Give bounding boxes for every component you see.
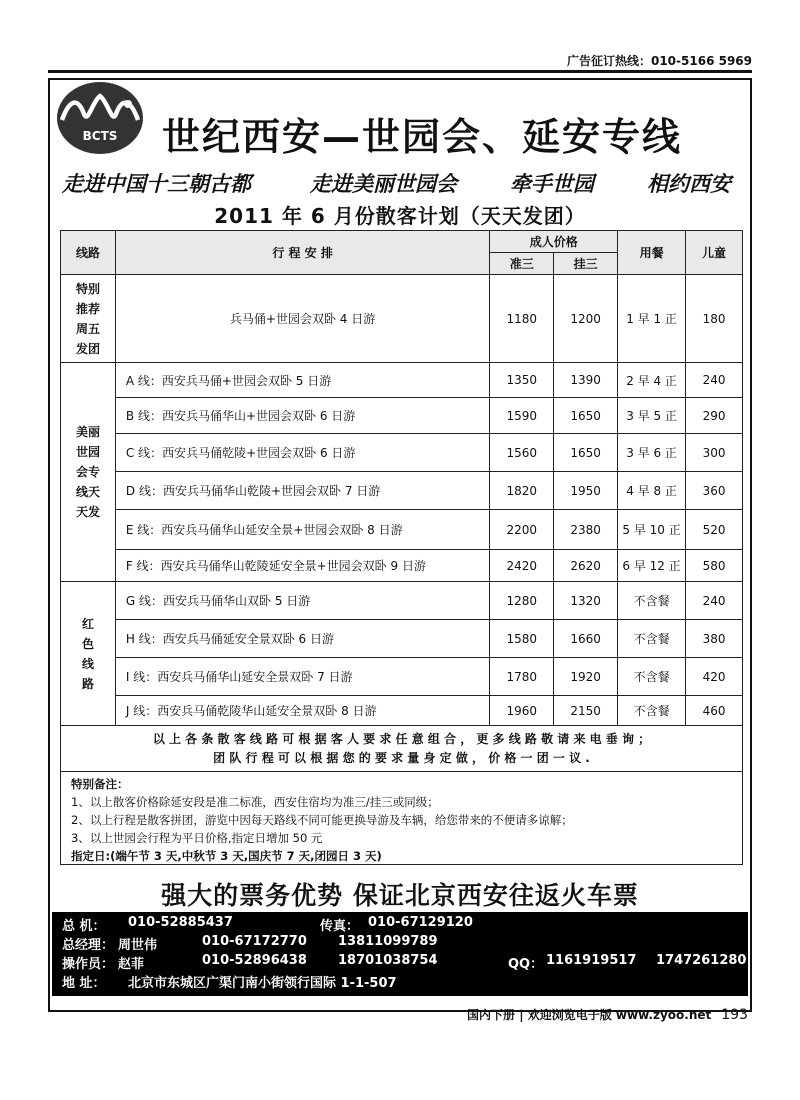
child-price: 460 <box>686 696 743 726</box>
route-name: F 线：西安兵马俑华山乾陵延安全景+世园会双卧 9 日游 <box>115 550 489 582</box>
route-name: J 线：西安兵马俑乾陵华山延安全景双卧 8 日游 <box>115 696 489 726</box>
price-gua3: 2380 <box>554 510 618 550</box>
ticket-slogan: 强大的票务优势 保证北京西安往返火车票 <box>161 881 639 910</box>
slogan-3: 牵手世园 <box>510 172 594 196</box>
meals: 3 早 6 正 <box>618 434 686 472</box>
plan-title: 2011 年 6 月份散客计划（天天发团） <box>214 204 586 228</box>
price-zhun3: 1350 <box>490 363 554 398</box>
operator-label: 操作员： <box>62 957 115 972</box>
qq-number-2: 1747261280 <box>656 953 747 968</box>
child-price: 360 <box>686 472 743 510</box>
price-gua3: 1200 <box>554 275 618 363</box>
manager-mobile: 13811099789 <box>338 934 438 949</box>
table-row <box>61 620 743 658</box>
contact-row <box>62 953 747 972</box>
price-gua3: 1390 <box>554 363 618 398</box>
meals: 4 早 8 正 <box>618 472 686 510</box>
child-price: 290 <box>686 398 743 434</box>
group-label: 特别 推荐 周五 发团 <box>61 275 116 363</box>
child-price: 240 <box>686 363 743 398</box>
route-name: A 线：西安兵马俑+世园会双卧 5 日游 <box>115 363 489 398</box>
table-row <box>61 582 743 620</box>
header-gua3: 挂三 <box>554 253 618 275</box>
note-item: 1、以上散客价格除延安段是准二标准，西安住宿均为准三/挂三或同级； <box>71 795 439 809</box>
header-zhun3: 准三 <box>490 253 554 275</box>
fax-label: 传真： <box>320 919 360 934</box>
manager-name: 周世伟 <box>118 938 158 953</box>
table-row <box>61 696 743 726</box>
note-item: 3、以上世园会行程为平日价格,指定日增加 50 元 <box>71 831 323 845</box>
meals: 不含餐 <box>618 696 686 726</box>
operator-phone: 010-52896438 <box>202 953 307 968</box>
route-name: I 线：西安兵马俑华山延安全景双卧 7 日游 <box>115 658 489 696</box>
price-zhun3: 1780 <box>490 658 554 696</box>
qq-number-1: 1161919517 <box>546 953 637 968</box>
header-line: 线路 <box>61 231 116 275</box>
route-name: H 线：西安兵马俑延安全景双卧 6 日游 <box>115 620 489 658</box>
meals: 不含餐 <box>618 620 686 658</box>
meals: 不含餐 <box>618 582 686 620</box>
table-row <box>61 658 743 696</box>
child-price: 380 <box>686 620 743 658</box>
table-row <box>61 472 743 510</box>
switchboard-label: 总 机： <box>62 919 106 934</box>
route-name: G 线：西安兵马俑华山双卧 5 日游 <box>115 582 489 620</box>
table-row <box>61 550 743 582</box>
manager-label: 总经理： <box>62 938 115 953</box>
slogan-2: 走进美丽世园会 <box>310 172 457 196</box>
meals: 2 早 4 正 <box>618 363 686 398</box>
table-row <box>61 363 743 398</box>
meals: 6 早 12 正 <box>618 550 686 582</box>
itinerary-table <box>60 230 743 772</box>
child-price: 180 <box>686 275 743 363</box>
contact-row <box>62 915 738 934</box>
price-zhun3: 2200 <box>490 510 554 550</box>
price-gua3: 1660 <box>554 620 618 658</box>
slogan-1: 走进中国十三朝古都 <box>62 172 251 196</box>
qq-label: QQ： <box>508 957 544 972</box>
operator-name: 赵菲 <box>118 957 145 972</box>
price-gua3: 1920 <box>554 658 618 696</box>
note-item: 2、以上行程是散客拼团，游览中因每天路线不同可能更换导游及车辆，给您带来的不便请多谅解； <box>71 813 573 827</box>
table-row <box>61 398 743 434</box>
price-gua3: 1320 <box>554 582 618 620</box>
price-zhun3: 1580 <box>490 620 554 658</box>
child-price: 420 <box>686 658 743 696</box>
designated-days: 指定日:(端午节 3 天,中秋节 3 天,国庆节 7 天,闭园日 3 天) <box>71 849 382 863</box>
page-title: 世纪西安—世园会、延安专线 <box>162 115 683 159</box>
table-row <box>61 510 743 550</box>
bcts-logo <box>56 80 144 156</box>
child-price: 240 <box>686 582 743 620</box>
notice-text: 以 上 各 条 散 客 线 路 可 根 据 客 人 要 求 任 意 组 合 ， 更 多 线 路 敬 请 来 电 垂 询 ； 团 队 行 程 可 以 根 据 您 的 要 求 量 身 定 做 ， 价 格 一 团 一 议 . <box>61 726 743 772</box>
price-zhun3: 1280 <box>490 582 554 620</box>
slogan-4: 相约西安 <box>647 172 731 196</box>
route-name: D 线：西安兵马俑华山乾陵+世园会双卧 7 日游 <box>115 472 489 510</box>
notes-title: 特别备注： <box>71 777 129 791</box>
contact-row <box>62 934 738 953</box>
header-meals: 用餐 <box>618 231 686 275</box>
meals: 5 早 10 正 <box>618 510 686 550</box>
price-zhun3: 1560 <box>490 434 554 472</box>
price-zhun3: 2420 <box>490 550 554 582</box>
switchboard-number: 010-52885437 <box>128 915 233 930</box>
slogan-row <box>62 168 747 198</box>
table-row <box>61 434 743 472</box>
price-zhun3: 1960 <box>490 696 554 726</box>
header-adult-price: 成人价格 <box>490 231 618 253</box>
page-footer <box>467 1006 748 1023</box>
price-gua3: 1650 <box>554 434 618 472</box>
meals: 不含餐 <box>618 658 686 696</box>
route-name: 兵马俑+世园会双卧 4 日游 <box>115 275 489 363</box>
price-zhun3: 1820 <box>490 472 554 510</box>
address-text: 北京市东城区广渠门南小街领行国际 1-1-507 <box>128 976 397 991</box>
meals: 3 早 5 正 <box>618 398 686 434</box>
price-gua3: 2150 <box>554 696 618 726</box>
footer-text: 国内下册 | 欢迎浏览电子版 www.zyoo.net <box>467 1008 712 1022</box>
ad-hotline: 广告征订热线：010-5166 5969 <box>566 54 752 68</box>
child-price: 300 <box>686 434 743 472</box>
route-name: B 线：西安兵马俑华山+世园会双卧 6 日游 <box>115 398 489 434</box>
page-number: 193 <box>721 1007 748 1023</box>
header-schedule: 行 程 安 排 <box>115 231 489 275</box>
contact-box <box>52 912 748 996</box>
meals: 1 早 1 正 <box>618 275 686 363</box>
address-label: 地 址： <box>62 976 106 991</box>
table-row <box>61 275 743 363</box>
fax-number: 010-67129120 <box>368 915 473 930</box>
contact-row <box>62 972 738 991</box>
operator-mobile: 18701038754 <box>338 953 438 968</box>
top-rule <box>48 70 752 73</box>
special-notes <box>60 771 743 865</box>
group-label: 美丽 世园 会专 线天 天发 <box>61 363 116 582</box>
child-price: 580 <box>686 550 743 582</box>
child-price: 520 <box>686 510 743 550</box>
route-name: E 线：西安兵马俑华山延安全景+世园会双卧 8 日游 <box>115 510 489 550</box>
notice-row <box>61 726 743 772</box>
header-child: 儿童 <box>686 231 743 275</box>
price-zhun3: 1180 <box>490 275 554 363</box>
manager-phone: 010-67172770 <box>202 934 307 949</box>
price-zhun3: 1590 <box>490 398 554 434</box>
route-name: C 线：西安兵马俑乾陵+世园会双卧 6 日游 <box>115 434 489 472</box>
group-label: 红 色 线 路 <box>61 582 116 726</box>
price-gua3: 1950 <box>554 472 618 510</box>
price-gua3: 2620 <box>554 550 618 582</box>
logo-text: BCTS <box>82 129 118 143</box>
price-gua3: 1650 <box>554 398 618 434</box>
